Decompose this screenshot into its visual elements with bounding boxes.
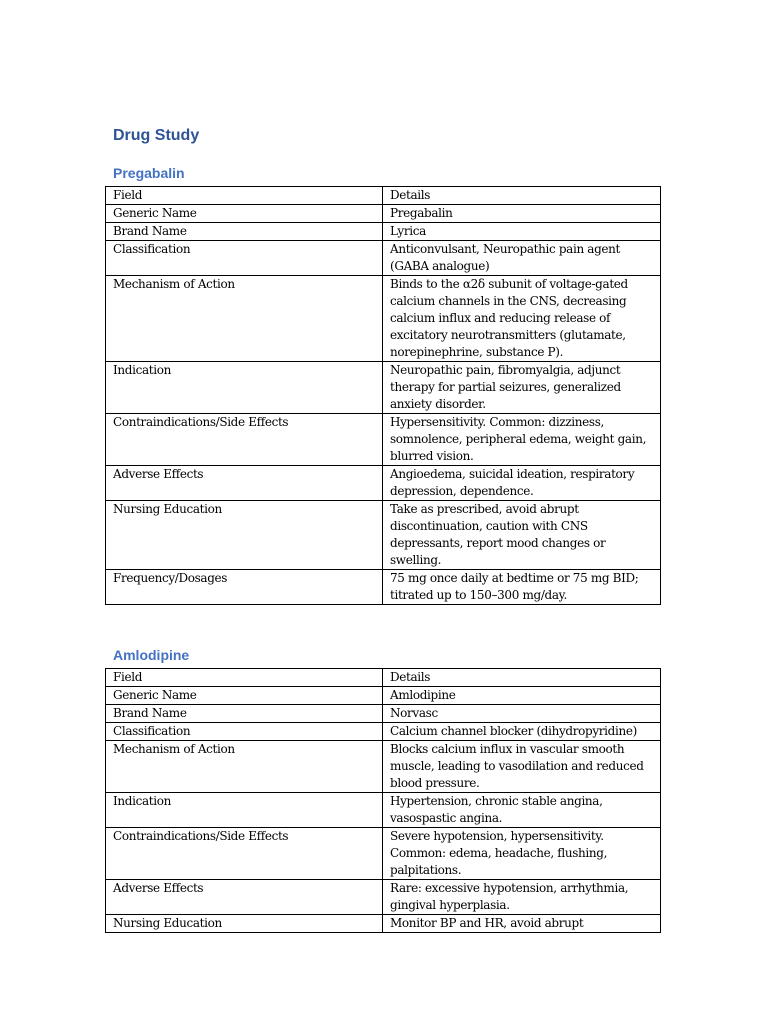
field-cell: Contraindications/Side Effects: [106, 414, 383, 466]
section-heading-amlodipine: Amlodipine: [113, 647, 190, 663]
drug-table-amlodipine: [105, 668, 661, 933]
details-cell: Lyrica: [383, 223, 661, 241]
table-row: [106, 501, 661, 570]
field-cell: Generic Name: [106, 205, 383, 223]
header-cell-field: Field: [106, 669, 383, 687]
table-row: [106, 687, 661, 705]
field-cell: Generic Name: [106, 687, 383, 705]
table-row: [106, 362, 661, 414]
details-cell: Rare: excessive hypotension, arrhythmia, gingival hyperplasia.: [383, 880, 661, 915]
field-cell: Classification: [106, 723, 383, 741]
table-row: [106, 414, 661, 466]
details-cell: 75 mg once daily at bedtime or 75 mg BID; titrated up to 150–300 mg/day.: [383, 570, 661, 605]
details-cell: Anticonvulsant, Neuropathic pain agent (GABA analogue): [383, 241, 661, 276]
field-cell: Brand Name: [106, 223, 383, 241]
field-cell: Brand Name: [106, 705, 383, 723]
table-row: [106, 205, 661, 223]
drug-table-body: [106, 669, 661, 933]
table-row: [106, 741, 661, 793]
document-title: Drug Study: [113, 127, 200, 144]
field-cell: Adverse Effects: [106, 466, 383, 501]
field-cell: Mechanism of Action: [106, 741, 383, 793]
details-cell: Monitor BP and HR, avoid abrupt: [383, 915, 661, 933]
section-heading-pregabalin: Pregabalin: [113, 165, 185, 181]
field-cell: Indication: [106, 793, 383, 828]
details-cell: Norvasc: [383, 705, 661, 723]
field-cell: Mechanism of Action: [106, 276, 383, 362]
field-cell: Frequency/Dosages: [106, 570, 383, 605]
details-cell: Binds to the α2δ subunit of voltage-gated calcium channels in the CNS, decreasing calcium influx and reducing release of excitatory neurotransmitters (glutamate, norepinephrine, substance P).: [383, 276, 661, 362]
header-cell-field: Field: [106, 187, 383, 205]
drug-table-body: [106, 187, 661, 605]
details-cell: Blocks calcium influx in vascular smooth muscle, leading to vasodilation and reduced blood pressure.: [383, 741, 661, 793]
table-header-row: [106, 669, 661, 687]
details-cell: Hypersensitivity. Common: dizziness, somnolence, peripheral edema, weight gain, blurred vision.: [383, 414, 661, 466]
table-row: [106, 570, 661, 605]
details-cell: Neuropathic pain, fibromyalgia, adjunct therapy for partial seizures, generalized anxiety disorder.: [383, 362, 661, 414]
header-cell-details: Details: [383, 669, 661, 687]
details-cell: Hypertension, chronic stable angina, vasospastic angina.: [383, 793, 661, 828]
table-row: [106, 466, 661, 501]
header-cell-details: Details: [383, 187, 661, 205]
details-cell: Angioedema, suicidal ideation, respiratory depression, dependence.: [383, 466, 661, 501]
field-cell: Classification: [106, 241, 383, 276]
drug-table-pregabalin: [105, 186, 661, 605]
table-row: [106, 793, 661, 828]
details-cell: Severe hypotension, hypersensitivity. Common: edema, headache, flushing, palpitations.: [383, 828, 661, 880]
field-cell: Adverse Effects: [106, 880, 383, 915]
table-row: [106, 223, 661, 241]
table-row: [106, 705, 661, 723]
field-cell: Contraindications/Side Effects: [106, 828, 383, 880]
details-cell: Take as prescribed, avoid abrupt discontinuation, caution with CNS depressants, report mood changes or swelling.: [383, 501, 661, 570]
table-row: [106, 880, 661, 915]
field-cell: Nursing Education: [106, 501, 383, 570]
table-header-row: [106, 187, 661, 205]
table-row: [106, 723, 661, 741]
details-cell: Amlodipine: [383, 687, 661, 705]
table-row: [106, 276, 661, 362]
details-cell: Pregabalin: [383, 205, 661, 223]
field-cell: Nursing Education: [106, 915, 383, 933]
table-row: [106, 915, 661, 933]
table-row: [106, 241, 661, 276]
table-row: [106, 828, 661, 880]
details-cell: Calcium channel blocker (dihydropyridine): [383, 723, 661, 741]
field-cell: Indication: [106, 362, 383, 414]
